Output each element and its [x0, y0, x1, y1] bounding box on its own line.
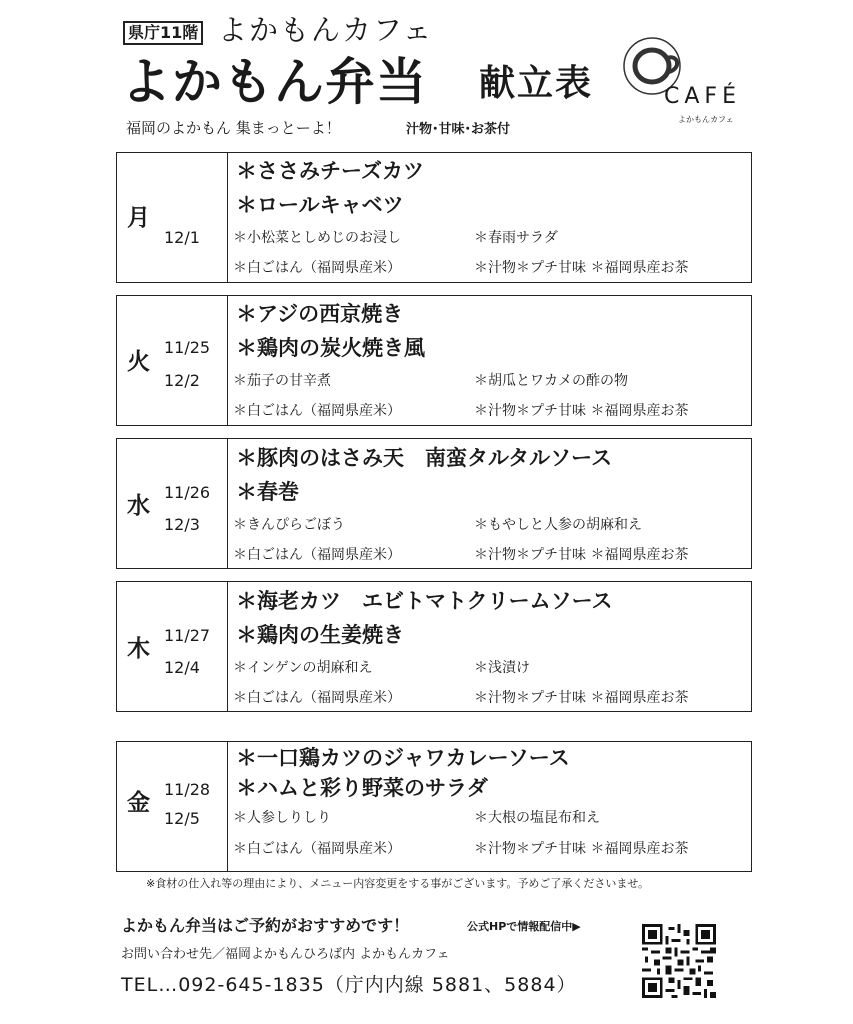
menu-cell [229, 582, 751, 711]
side-dish: ＊インゲンの胡麻和え [233, 660, 373, 676]
side-dish: ＊汁物＊プチ甘味 ＊福岡県産お茶 [474, 403, 689, 419]
contact-info: お問い合わせ先／福岡よかもんひろば内 よかもんカフェ [121, 947, 450, 962]
day-cell [117, 439, 228, 568]
day-date: 12/2 [164, 371, 200, 390]
side-dish: ＊白ごはん（福岡県産米） [233, 260, 401, 276]
menu-block-thu [116, 581, 752, 712]
day-date: 12/1 [164, 228, 200, 247]
logo-caption: よかもんカフェ [678, 115, 734, 124]
side-dish: ＊大根の塩昆布和え [474, 810, 600, 826]
official-hp-link[interactable]: 公式HPで情報配信中▶ [467, 920, 581, 933]
main-dish: ＊ささみチーズカツ [236, 159, 424, 183]
day-cell [117, 582, 228, 711]
side-dish: ＊汁物＊プチ甘味 ＊福岡県産お茶 [474, 690, 689, 706]
menu-block-wed [116, 438, 752, 569]
menu-cell [229, 742, 751, 871]
day-cell [117, 153, 228, 282]
cafe-name: よかもんカフェ [218, 13, 434, 47]
includes-note: 汁物･甘味･お茶付 [406, 122, 511, 137]
day-date: 11/27 [164, 626, 211, 645]
page-title: よかもん弁当 [121, 53, 427, 111]
side-dish: ＊白ごはん（福岡県産米） [233, 403, 401, 419]
menu-cell [229, 153, 751, 282]
side-dish: ＊人参しりしり [233, 810, 331, 826]
side-dish: ＊汁物＊プチ甘味 ＊福岡県産お茶 [474, 841, 689, 857]
tagline: 福岡のよかもん 集まっとーよ！ [126, 119, 341, 137]
day-label: 水 [127, 493, 150, 519]
main-dish: ＊春巻 [236, 480, 299, 504]
side-dish: ＊白ごはん（福岡県産米） [233, 841, 401, 857]
phone-number: TEL…092-645-1835（庁内内線 5881、5884） [121, 974, 577, 996]
main-dish: ＊海老カツ エビトマトクリームソース [236, 589, 613, 613]
side-dish: ＊浅漬け [474, 660, 530, 676]
day-date: 12/3 [164, 515, 200, 534]
day-cell [117, 296, 228, 425]
day-cell [117, 742, 228, 871]
main-dish: ＊ロールキャベツ [236, 193, 404, 217]
side-dish: ＊春雨サラダ [474, 230, 558, 246]
menu-cell [229, 439, 751, 568]
page-subtitle: 献立表 [479, 62, 594, 104]
side-dish: ＊もやしと人参の胡麻和え [474, 517, 642, 533]
day-date: 12/5 [164, 809, 200, 828]
day-label: 木 [127, 636, 150, 662]
qr-code-icon[interactable] [642, 924, 716, 998]
side-dish: ＊小松菜としめじのお浸し [233, 230, 401, 246]
side-dish: ＊茄子の甘辛煮 [233, 373, 331, 389]
disclaimer-note: ※食材の仕入れ等の理由により、メニュー内容変更をする事がございます。予めご了承くださいませ。 [146, 877, 650, 890]
menu-block-tue [116, 295, 752, 426]
main-dish: ＊ハムと彩り野菜のサラダ [236, 776, 488, 800]
day-label: 金 [127, 790, 150, 816]
cafe-logo [618, 36, 754, 128]
day-label: 月 [127, 205, 150, 231]
side-dish: ＊白ごはん（福岡県産米） [233, 690, 401, 706]
side-dish: ＊胡瓜とワカメの酢の物 [474, 373, 628, 389]
side-dish: ＊汁物＊プチ甘味 ＊福岡県産お茶 [474, 547, 689, 563]
day-date: 11/28 [164, 780, 211, 799]
menu-block-fri [116, 741, 752, 872]
menu-block-mon [116, 152, 752, 283]
logo-word: CAFÉ [664, 84, 741, 109]
main-dish: ＊アジの西京焼き [236, 302, 404, 326]
floor-label: 県庁11階 [123, 21, 203, 45]
main-dish: ＊鶏肉の生姜焼き [236, 623, 404, 647]
day-label: 火 [127, 349, 150, 375]
day-date: 11/25 [164, 338, 211, 357]
side-dish: ＊きんぴらごぼう [233, 517, 345, 533]
day-date: 12/4 [164, 658, 200, 677]
main-dish: ＊豚肉のはさみ天 南蛮タルタルソース [236, 446, 613, 470]
menu-cell [229, 296, 751, 425]
reservation-message: よかもん弁当はご予約がおすすめです！ [121, 916, 410, 935]
side-dish: ＊汁物＊プチ甘味 ＊福岡県産お茶 [474, 260, 689, 276]
day-date: 11/26 [164, 483, 211, 502]
main-dish: ＊鶏肉の炭火焼き風 [236, 336, 425, 360]
side-dish: ＊白ごはん（福岡県産米） [233, 547, 401, 563]
main-dish: ＊一口鶏カツのジャワカレーソース [236, 746, 570, 770]
